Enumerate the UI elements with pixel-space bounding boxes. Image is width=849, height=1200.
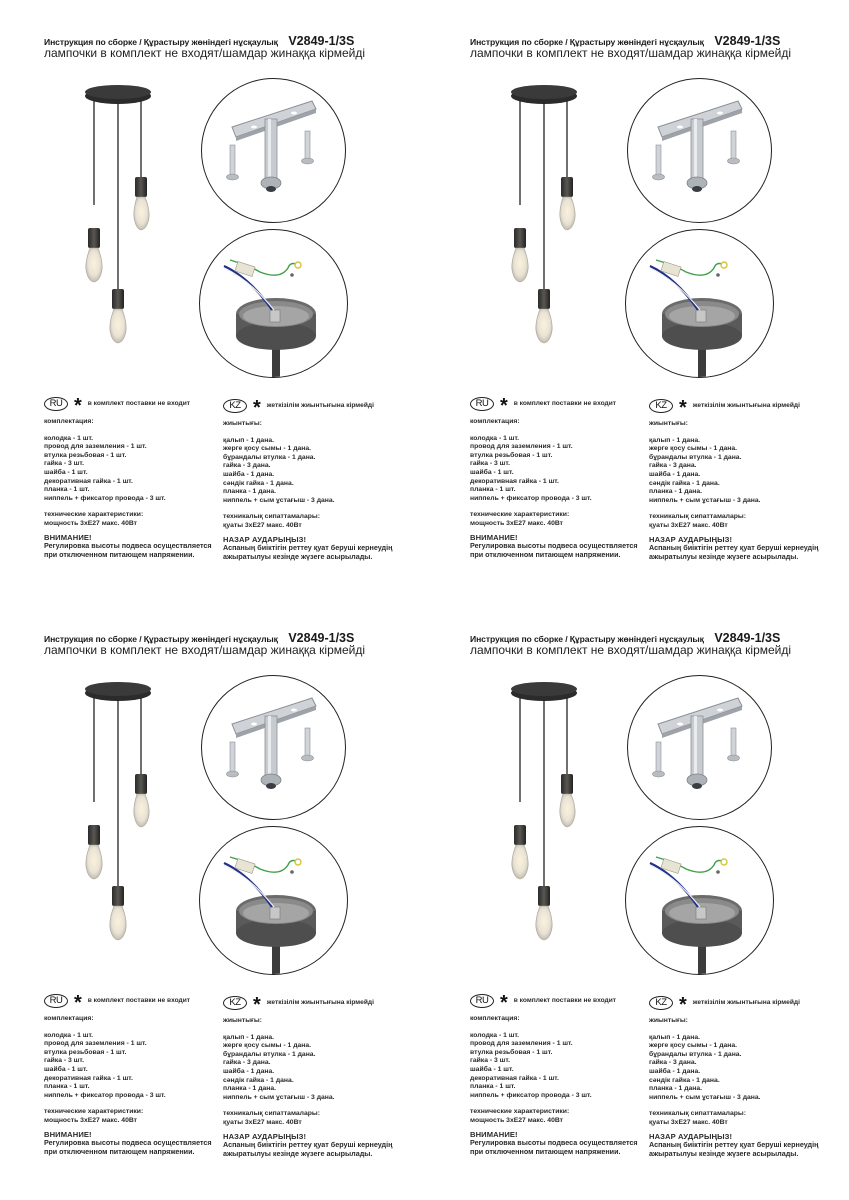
kz-warning-title: НАЗАР АУДАРЫҢЫЗ! (649, 1131, 733, 1141)
ru-contents-item: втулка резьбовая - 1 шт. (44, 1048, 127, 1056)
canopy-wiring-image (200, 230, 347, 377)
ru-header (44, 395, 244, 417)
ru-not-included-note: в комплект поставки не входит (87, 996, 190, 1004)
kz-contents-item: сәндік гайка - 1 дана. (649, 1076, 720, 1084)
kz-contents-item: жерге қосу сымы - 1 дана. (649, 1042, 738, 1050)
ru-contents-item: планка - 1 шт. (44, 486, 90, 494)
ru-specs-value: мощность 3xE27 макс. 40Вт (44, 1116, 138, 1124)
ru-contents-item: провод для заземления - 1 шт. (44, 443, 147, 451)
kz-contents-item: жерге қосу сымы - 1 дана. (223, 1042, 312, 1050)
ru-warning-title: ВНИМАНИЕ! (44, 532, 92, 542)
ru-language-badge: RU (470, 994, 494, 1008)
ru-contents-item: гайка - 3 шт. (470, 1057, 510, 1065)
ru-contents-item: гайка - 3 шт. (470, 460, 510, 468)
kz-warning-title: НАЗАР АУДАРЫҢЫЗ! (649, 534, 733, 544)
kz-contents-item: планка - 1 дана. (223, 488, 277, 496)
ru-contents-item: провод для заземления - 1 шт. (470, 443, 573, 451)
kz-warning-line: Аспаның биіктігін реттеу қуат беруші кернеудің (649, 1140, 819, 1150)
ru-language-badge: RU (44, 397, 68, 411)
document-title: Инструкция по сборке / Құрастыру жөніндегі нұсқаулық (44, 634, 278, 644)
kz-contents-item: шайба - 1 дана. (649, 470, 701, 478)
kz-header (223, 994, 423, 1016)
ru-warning-line: Регулировка высоты подвеса осуществляется (470, 541, 638, 551)
pendant-lamp-image (64, 675, 184, 945)
mounting-bracket-detail (201, 675, 346, 820)
pendant-lamp-illustration (490, 78, 610, 348)
ru-contents-item: планка - 1 шт. (470, 486, 516, 494)
ru-contents-item: колодка - 1 шт. (44, 1031, 94, 1039)
mounting-bracket-image (202, 676, 345, 819)
kz-warning-line: Аспаның биіктігін реттеу қуат беруші кернеудің (649, 543, 819, 553)
kz-warning-line: ажыратылуы кезінде жүзеге асырылады. (649, 551, 799, 561)
kz-specs-label: техникалық сипаттамалары: (223, 513, 320, 521)
ru-section (470, 993, 670, 1156)
ru-contents-item: декоративная гайка - 1 шт. (44, 477, 133, 485)
pendant-lamp-illustration (490, 675, 610, 945)
kz-not-included-note: жеткізілім жиынтығына кірмейді (692, 401, 800, 409)
kz-contents-item: ниппель + сым ұстағыш - 3 дана. (649, 496, 761, 504)
ru-contents-item: колодка - 1 шт. (470, 434, 520, 442)
document-title: Инструкция по сборке / Құрастыру жөніндегі нұсқаулық (470, 634, 704, 644)
ru-warning-line: при отключенном питающем напряжении. (44, 549, 195, 559)
ru-section (44, 993, 244, 1156)
ru-contents-item: колодка - 1 шт. (44, 434, 94, 442)
kz-contents-item: ниппель + сым ұстағыш - 3 дана. (223, 1093, 335, 1101)
ru-warning-line: при отключенном питающем напряжении. (44, 1146, 195, 1156)
kz-specs-label: техникалық сипаттамалары: (223, 1110, 320, 1118)
kz-contents-item: қалып - 1 дана. (649, 1033, 700, 1041)
asterisk-icon: * (253, 397, 261, 419)
ru-contents-item: шайба - 1 шт. (470, 1065, 514, 1073)
ru-contents-item: декоративная гайка - 1 шт. (470, 1074, 559, 1082)
kz-contents-label: жиынтығы: (649, 1017, 688, 1024)
kz-header (223, 397, 423, 419)
ru-header (44, 992, 244, 1014)
kz-contents-item: ниппель + сым ұстағыш - 3 дана. (649, 1093, 761, 1101)
ru-warning-line: Регулировка высоты подвеса осуществляется (44, 541, 212, 551)
bulbs-not-included-note: лампочки в комплект не входят/шамдар жинаққа кірмейді (44, 643, 366, 657)
kz-contents-item: сәндік гайка - 1 дана. (223, 479, 294, 487)
kz-contents-item: планка - 1 дана. (223, 1085, 277, 1093)
kz-header (649, 994, 849, 1016)
kz-contents-list (223, 1034, 423, 1103)
kz-contents-list (223, 437, 423, 506)
ru-contents-item: шайба - 1 шт. (44, 1065, 88, 1073)
kz-contents-item: ниппель + сым ұстағыш - 3 дана. (223, 496, 335, 504)
kz-contents-item: гайка - 3 дана. (649, 462, 697, 470)
kz-contents-item: бұрандалы втулка - 1 дана. (649, 1050, 742, 1058)
document-title: Инструкция по сборке / Құрастыру жөніндегі нұсқаулық (470, 37, 704, 47)
model-number: V2849-1/3S (714, 34, 781, 48)
asterisk-icon: * (74, 395, 82, 417)
ru-contents-item: провод для заземления - 1 шт. (44, 1040, 147, 1048)
asterisk-icon: * (500, 992, 508, 1014)
kz-contents-item: гайка - 3 дана. (223, 462, 271, 470)
ru-warning-line: при отключенном питающем напряжении. (470, 549, 621, 559)
ru-language-badge: RU (44, 994, 68, 1008)
kz-contents-item: шайба - 1 дана. (649, 1067, 701, 1075)
kz-contents-item: жерге қосу сымы - 1 дана. (649, 445, 738, 453)
kz-specs-value: қуаты 3xE27 макс. 40Вт (649, 1118, 728, 1126)
asterisk-icon: * (500, 395, 508, 417)
kz-contents-item: планка - 1 дана. (649, 1085, 703, 1093)
canopy-wiring-detail (625, 229, 774, 378)
ru-contents-list (44, 435, 244, 504)
kz-language-badge: KZ (649, 399, 673, 413)
kz-warning-title: НАЗАР АУДАРЫҢЫЗ! (223, 534, 307, 544)
canopy-wiring-image (626, 827, 773, 974)
ru-contents-item: втулка резьбовая - 1 шт. (44, 451, 127, 459)
ru-contents-list (470, 435, 670, 504)
kz-language-badge: KZ (223, 399, 247, 413)
ru-contents-label: комплектация: (44, 418, 94, 425)
document-title: Инструкция по сборке / Құрастыру жөніндегі нұсқаулық (44, 37, 278, 47)
kz-section (223, 396, 423, 561)
ru-language-badge: RU (470, 397, 494, 411)
ru-section (470, 396, 670, 559)
model-number: V2849-1/3S (714, 631, 781, 645)
kz-contents-item: бұрандалы втулка - 1 дана. (223, 1050, 316, 1058)
ru-header (470, 395, 670, 417)
ru-contents-list (470, 1032, 670, 1101)
kz-warning-line: Аспаның биіктігін реттеу қуат беруші кернеудің (223, 1140, 393, 1150)
instruction-sheet (0, 0, 420, 580)
kz-specs-value: қуаты 3xE27 макс. 40Вт (223, 1118, 302, 1126)
canopy-wiring-detail (625, 826, 774, 975)
bulbs-not-included-note: лампочки в комплект не входят/шамдар жинаққа кірмейді (44, 46, 366, 60)
ru-section (44, 396, 244, 559)
pendant-lamp-image (490, 78, 610, 348)
ru-contents-label: комплектация: (470, 418, 520, 425)
mounting-bracket-image (628, 79, 771, 222)
ru-specs-label: технические характеристики: (44, 511, 144, 519)
kz-contents-list (649, 437, 849, 506)
canopy-wiring-image (200, 827, 347, 974)
kz-language-badge: KZ (223, 996, 247, 1010)
ru-contents-item: гайка - 3 шт. (44, 460, 84, 468)
model-number: V2849-1/3S (288, 631, 355, 645)
kz-not-included-note: жеткізілім жиынтығына кірмейді (692, 998, 800, 1006)
kz-contents-item: қалып - 1 дана. (649, 436, 700, 444)
kz-contents-list (649, 1034, 849, 1103)
ru-specs-label: технические характеристики: (470, 511, 570, 519)
ru-contents-item: ниппель + фиксатор провода - 3 шт. (470, 494, 592, 502)
ru-contents-item: ниппель + фиксатор провода - 3 шт. (470, 1091, 592, 1099)
ru-contents-item: декоративная гайка - 1 шт. (44, 1074, 133, 1082)
kz-not-included-note: жеткізілім жиынтығына кірмейді (266, 401, 374, 409)
canopy-wiring-image (626, 230, 773, 377)
ru-header (470, 992, 670, 1014)
ru-contents-item: втулка резьбовая - 1 шт. (470, 1048, 553, 1056)
ru-contents-item: провод для заземления - 1 шт. (470, 1040, 573, 1048)
kz-specs-label: техникалық сипаттамалары: (649, 1110, 746, 1118)
kz-section (223, 993, 423, 1158)
kz-specs-value: қуаты 3xE27 макс. 40Вт (649, 521, 728, 529)
kz-contents-label: жиынтығы: (223, 420, 262, 427)
kz-contents-item: бұрандалы втулка - 1 дана. (649, 453, 742, 461)
mounting-bracket-detail (201, 78, 346, 223)
kz-contents-item: қалып - 1 дана. (223, 436, 274, 444)
kz-contents-item: шайба - 1 дана. (223, 1067, 275, 1075)
kz-warning-line: ажыратылуы кезінде жүзеге асырылады. (649, 1148, 799, 1158)
kz-contents-item: гайка - 3 дана. (649, 1059, 697, 1067)
ru-not-included-note: в комплект поставки не входит (513, 996, 616, 1004)
asterisk-icon: * (679, 397, 687, 419)
kz-language-badge: KZ (649, 996, 673, 1010)
kz-specs-value: қуаты 3xE27 макс. 40Вт (223, 521, 302, 529)
ru-contents-label: комплектация: (44, 1015, 94, 1022)
ru-warning-line: Регулировка высоты подвеса осуществляется (44, 1138, 212, 1148)
ru-contents-item: планка - 1 шт. (44, 1083, 90, 1091)
instruction-sheet (426, 597, 846, 1177)
mounting-bracket-image (628, 676, 771, 819)
ru-contents-item: колодка - 1 шт. (470, 1031, 520, 1039)
ru-contents-list (44, 1032, 244, 1101)
mounting-bracket-detail (627, 675, 772, 820)
kz-warning-title: НАЗАР АУДАРЫҢЫЗ! (223, 1131, 307, 1141)
canopy-wiring-detail (199, 826, 348, 975)
instruction-sheet (0, 597, 420, 1177)
kz-not-included-note: жеткізілім жиынтығына кірмейді (266, 998, 374, 1006)
pendant-lamp-image (64, 78, 184, 348)
kz-contents-label: жиынтығы: (649, 420, 688, 427)
ru-contents-item: шайба - 1 шт. (44, 468, 88, 476)
ru-specs-label: технические характеристики: (44, 1108, 144, 1116)
ru-warning-title: ВНИМАНИЕ! (470, 1129, 518, 1139)
ru-not-included-note: в комплект поставки не входит (513, 399, 616, 407)
kz-contents-item: планка - 1 дана. (649, 488, 703, 496)
kz-specs-label: техникалық сипаттамалары: (649, 513, 746, 521)
kz-contents-label: жиынтығы: (223, 1017, 262, 1024)
canopy-wiring-detail (199, 229, 348, 378)
kz-warning-line: ажыратылуы кезінде жүзеге асырылады. (223, 1148, 373, 1158)
kz-contents-item: жерге қосу сымы - 1 дана. (223, 445, 312, 453)
ru-specs-value: мощность 3xE27 макс. 40Вт (470, 1116, 564, 1124)
ru-specs-value: мощность 3xE27 макс. 40Вт (470, 519, 564, 527)
kz-section (649, 993, 849, 1158)
ru-warning-line: Регулировка высоты подвеса осуществляется (470, 1138, 638, 1148)
kz-contents-item: шайба - 1 дана. (223, 470, 275, 478)
pendant-lamp-illustration (64, 78, 184, 348)
bulbs-not-included-note: лампочки в комплект не входят/шамдар жинаққа кірмейді (470, 643, 792, 657)
ru-not-included-note: в комплект поставки не входит (87, 399, 190, 407)
ru-warning-line: при отключенном питающем напряжении. (470, 1146, 621, 1156)
kz-contents-item: сәндік гайка - 1 дана. (649, 479, 720, 487)
ru-contents-item: планка - 1 шт. (470, 1083, 516, 1091)
pendant-lamp-illustration (64, 675, 184, 945)
ru-warning-title: ВНИМАНИЕ! (470, 532, 518, 542)
ru-contents-item: втулка резьбовая - 1 шт. (470, 451, 553, 459)
asterisk-icon: * (74, 992, 82, 1014)
pendant-lamp-image (490, 675, 610, 945)
instruction-sheet (426, 0, 846, 580)
ru-contents-item: ниппель + фиксатор провода - 3 шт. (44, 494, 166, 502)
ru-specs-value: мощность 3xE27 макс. 40Вт (44, 519, 138, 527)
mounting-bracket-detail (627, 78, 772, 223)
ru-contents-item: шайба - 1 шт. (470, 468, 514, 476)
kz-header (649, 397, 849, 419)
ru-specs-label: технические характеристики: (470, 1108, 570, 1116)
kz-contents-item: бұрандалы втулка - 1 дана. (223, 453, 316, 461)
ru-contents-item: ниппель + фиксатор провода - 3 шт. (44, 1091, 166, 1099)
ru-contents-item: декоративная гайка - 1 шт. (470, 477, 559, 485)
ru-warning-title: ВНИМАНИЕ! (44, 1129, 92, 1139)
kz-warning-line: ажыратылуы кезінде жүзеге асырылады. (223, 551, 373, 561)
kz-contents-item: сәндік гайка - 1 дана. (223, 1076, 294, 1084)
ru-contents-item: гайка - 3 шт. (44, 1057, 84, 1065)
asterisk-icon: * (679, 994, 687, 1016)
model-number: V2849-1/3S (288, 34, 355, 48)
kz-contents-item: қалып - 1 дана. (223, 1033, 274, 1041)
kz-section (649, 396, 849, 561)
bulbs-not-included-note: лампочки в комплект не входят/шамдар жинаққа кірмейді (470, 46, 792, 60)
asterisk-icon: * (253, 994, 261, 1016)
ru-contents-label: комплектация: (470, 1015, 520, 1022)
mounting-bracket-image (202, 79, 345, 222)
kz-contents-item: гайка - 3 дана. (223, 1059, 271, 1067)
kz-warning-line: Аспаның биіктігін реттеу қуат беруші кернеудің (223, 543, 393, 553)
